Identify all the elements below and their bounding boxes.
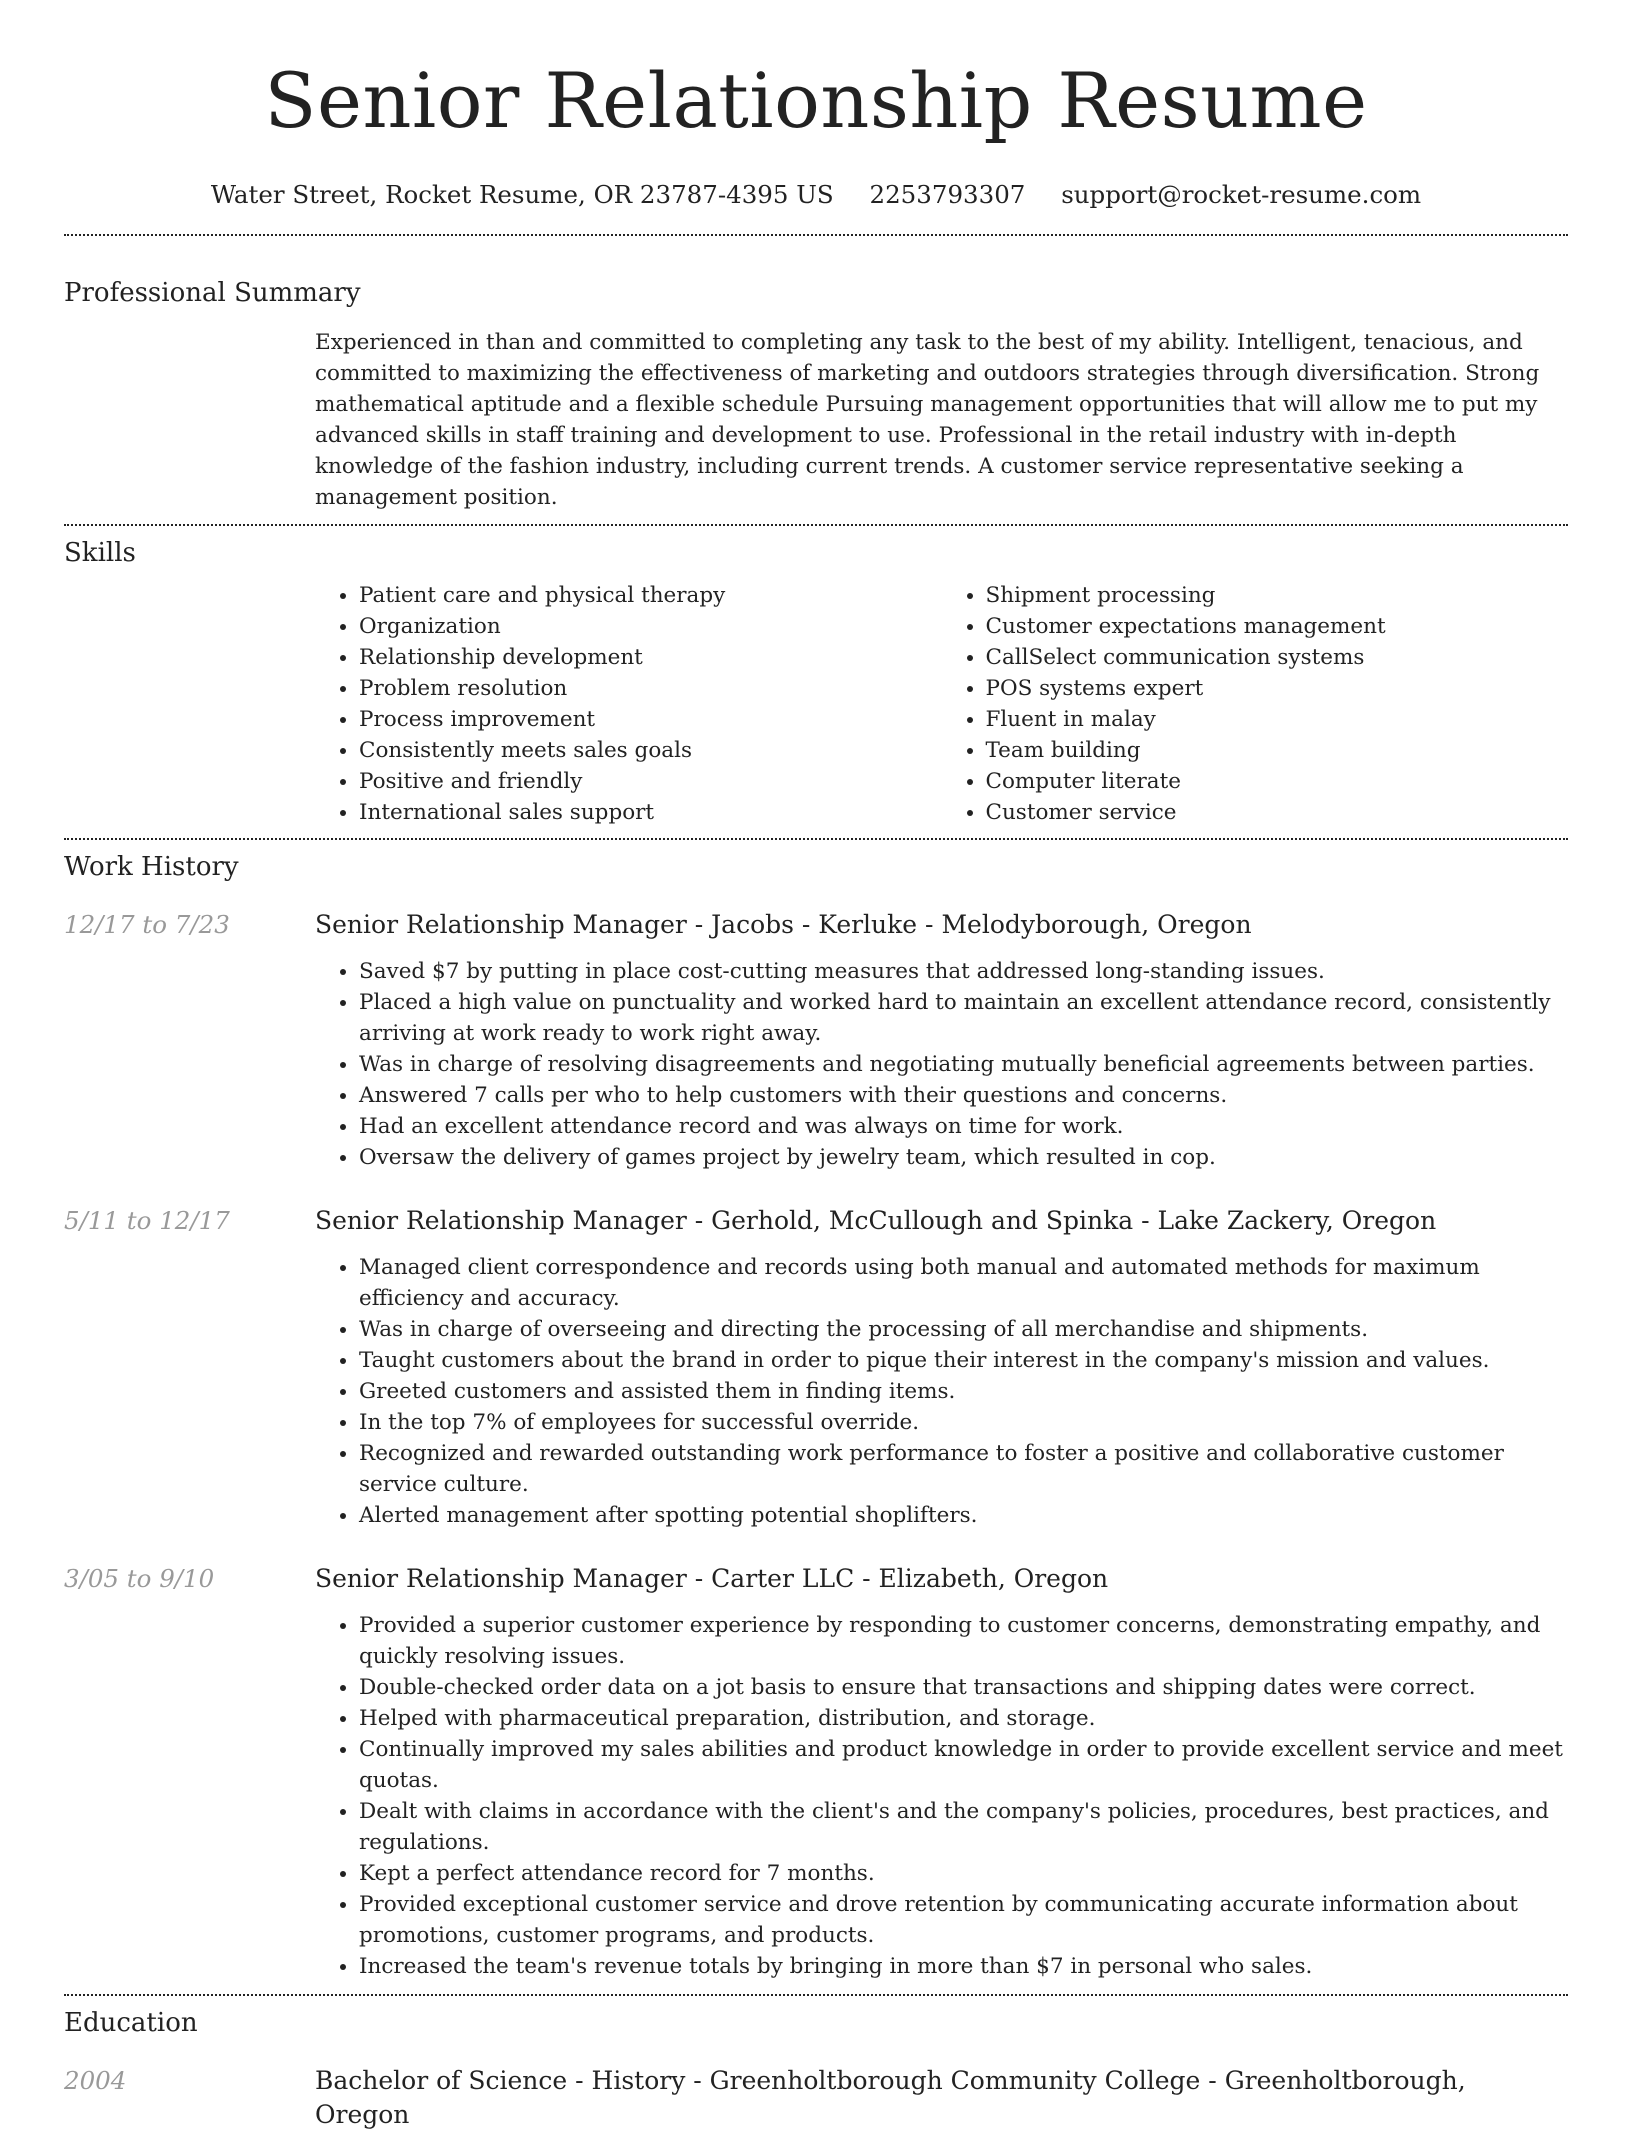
job-bullet: • Oversaw the delivery of games project by jewelry team, which resulted in cop. — [359, 1142, 1568, 1173]
job-entry — [64, 1204, 1568, 1531]
skill-item: • Consistently meets sales goals — [359, 735, 942, 766]
job-date: 3/05 to 9/10 — [64, 1564, 215, 1593]
divider — [64, 524, 1568, 526]
job-entry — [64, 908, 1568, 1173]
skills-heading: Skills — [64, 538, 136, 568]
job-title: Senior Relationship Manager - Carter LLC - Elizabeth, Oregon — [315, 1564, 1109, 1593]
job-bullet: • Managed client correspondence and records using both manual and automated methods for maximum efficiency and accuracy. — [359, 1252, 1568, 1314]
contact-email: support@rocket-resume.com — [1061, 180, 1422, 209]
skill-item: • Shipment processing — [986, 580, 1569, 611]
job-bullet: • Placed a high value on punctuality and worked hard to maintain an excellent attendance record, consistently arriving at work ready to work right away. — [359, 987, 1568, 1049]
divider — [64, 838, 1568, 840]
job-title: Senior Relationship Manager - Gerhold, McCullough and Spinka - Lake Zackery, Oregon — [315, 1206, 1437, 1235]
resume-name: Senior Relationship Resume — [264, 56, 1368, 145]
skill-item: • Relationship development — [359, 642, 942, 673]
skill-item: • Customer expectations management — [986, 611, 1569, 642]
skill-item: • International sales support — [359, 797, 942, 828]
job-bullet: • Greeted customers and assisted them in finding items. — [359, 1376, 1568, 1407]
job-bullet: • Saved $7 by putting in place cost-cutting measures that addressed long-standing issues. — [359, 956, 1568, 987]
job-bullets — [315, 956, 1568, 1173]
job-bullet: • Increased the team's revenue totals by bringing in more than $7 in personal who sales. — [359, 1951, 1568, 1982]
skill-item: • Computer literate — [986, 766, 1569, 797]
skills-list-left — [315, 580, 942, 828]
job-date: 5/11 to 12/17 — [64, 1206, 230, 1235]
job-bullet: • Was in charge of overseeing and directing the processing of all merchandise and shipments. — [359, 1314, 1568, 1345]
job-bullet: • Helped with pharmaceutical preparation, distribution, and storage. — [359, 1703, 1568, 1734]
job-title: Senior Relationship Manager - Jacobs - Kerluke - Melodyborough, Oregon — [315, 910, 1252, 939]
job-bullet: • Double-checked order data on a jot basis to ensure that transactions and shipping dates were correct. — [359, 1672, 1568, 1703]
job-bullet: • Provided exceptional customer service and drove retention by communicating accurate information about promotions, customer programs, and products. — [359, 1889, 1568, 1951]
job-bullet: • Continually improved my sales abilities and product knowledge in order to provide excellent service and meet quotas. — [359, 1734, 1568, 1796]
skill-item: • Organization — [359, 611, 942, 642]
skill-item: • Patient care and physical therapy — [359, 580, 942, 611]
summary-text: Experienced in than and committed to completing any task to the best of my ability. Intelligent, tenacious, and committed to maximizing the effectiveness of marketing and outdoors strategies through diversification. Strong mathematical aptitude and a flexible schedule Pursuing management opportunities that will allow me to put my advanced skills in staff training and development to use. Professional in the retail industry with in-depth knowledge of the fashion industry, including current trends. A customer service representative seeking a management position. — [315, 330, 1540, 510]
summary-section — [64, 276, 1568, 513]
skill-item: • Fluent in malay — [986, 704, 1569, 735]
skills-section — [64, 536, 1568, 828]
education-degree: Bachelor of Science - History - Greenholtborough Community College - Greenholtborough, Oregon — [315, 2066, 1466, 2129]
job-bullet: • Had an excellent attendance record and was always on time for work. — [359, 1111, 1568, 1142]
resume-page — [64, 0, 1568, 2132]
skill-item: • Team building — [986, 735, 1569, 766]
skill-item: • Positive and friendly — [359, 766, 942, 797]
contact-address: Water Street, Rocket Resume, OR 23787-4395 US — [210, 180, 834, 209]
job-bullet: • In the top 7% of employees for successful override. — [359, 1407, 1568, 1438]
job-bullet: • Taught customers about the brand in order to pique their interest in the company's mission and values. — [359, 1345, 1568, 1376]
skill-item: • Problem resolution — [359, 673, 942, 704]
contact-phone: 2253793307 — [869, 180, 1026, 209]
skill-item: • Customer service — [986, 797, 1569, 828]
job-bullets — [315, 1610, 1568, 1982]
work-history-section — [64, 850, 1568, 1982]
summary-heading: Professional Summary — [64, 278, 361, 308]
job-bullet: • Provided a superior customer experience by responding to customer concerns, demonstrating empathy, and quickly resolving issues. — [359, 1610, 1568, 1672]
job-bullet: • Was in charge of resolving disagreements and negotiating mutually beneficial agreements between parties. — [359, 1049, 1568, 1080]
education-section — [64, 2006, 1568, 2132]
skill-item: • Process improvement — [359, 704, 942, 735]
skill-item: • POS systems expert — [986, 673, 1569, 704]
work-history-heading: Work History — [64, 852, 239, 882]
job-bullet: • Answered 7 calls per who to help customers with their questions and concerns. — [359, 1080, 1568, 1111]
job-bullet: • Dealt with claims in accordance with the client's and the company's policies, procedures, best practices, and regulations. — [359, 1796, 1568, 1858]
education-date: 2004 — [64, 2066, 127, 2095]
job-bullet: • Recognized and rewarded outstanding work performance to foster a positive and collaborative customer service culture. — [359, 1438, 1568, 1500]
job-bullet: • Kept a perfect attendance record for 7 months. — [359, 1858, 1568, 1889]
divider — [64, 234, 1568, 236]
skill-item: • CallSelect communication systems — [986, 642, 1569, 673]
education-entry — [64, 2064, 1568, 2132]
job-date: 12/17 to 7/23 — [64, 910, 230, 939]
job-bullets — [315, 1252, 1568, 1531]
job-bullet: • Alerted management after spotting potential shoplifters. — [359, 1500, 1568, 1531]
skills-list-right — [942, 580, 1569, 828]
divider — [64, 1994, 1568, 1996]
education-heading: Education — [64, 2008, 198, 2038]
contact-line — [64, 178, 1568, 212]
job-entry — [64, 1562, 1568, 1982]
